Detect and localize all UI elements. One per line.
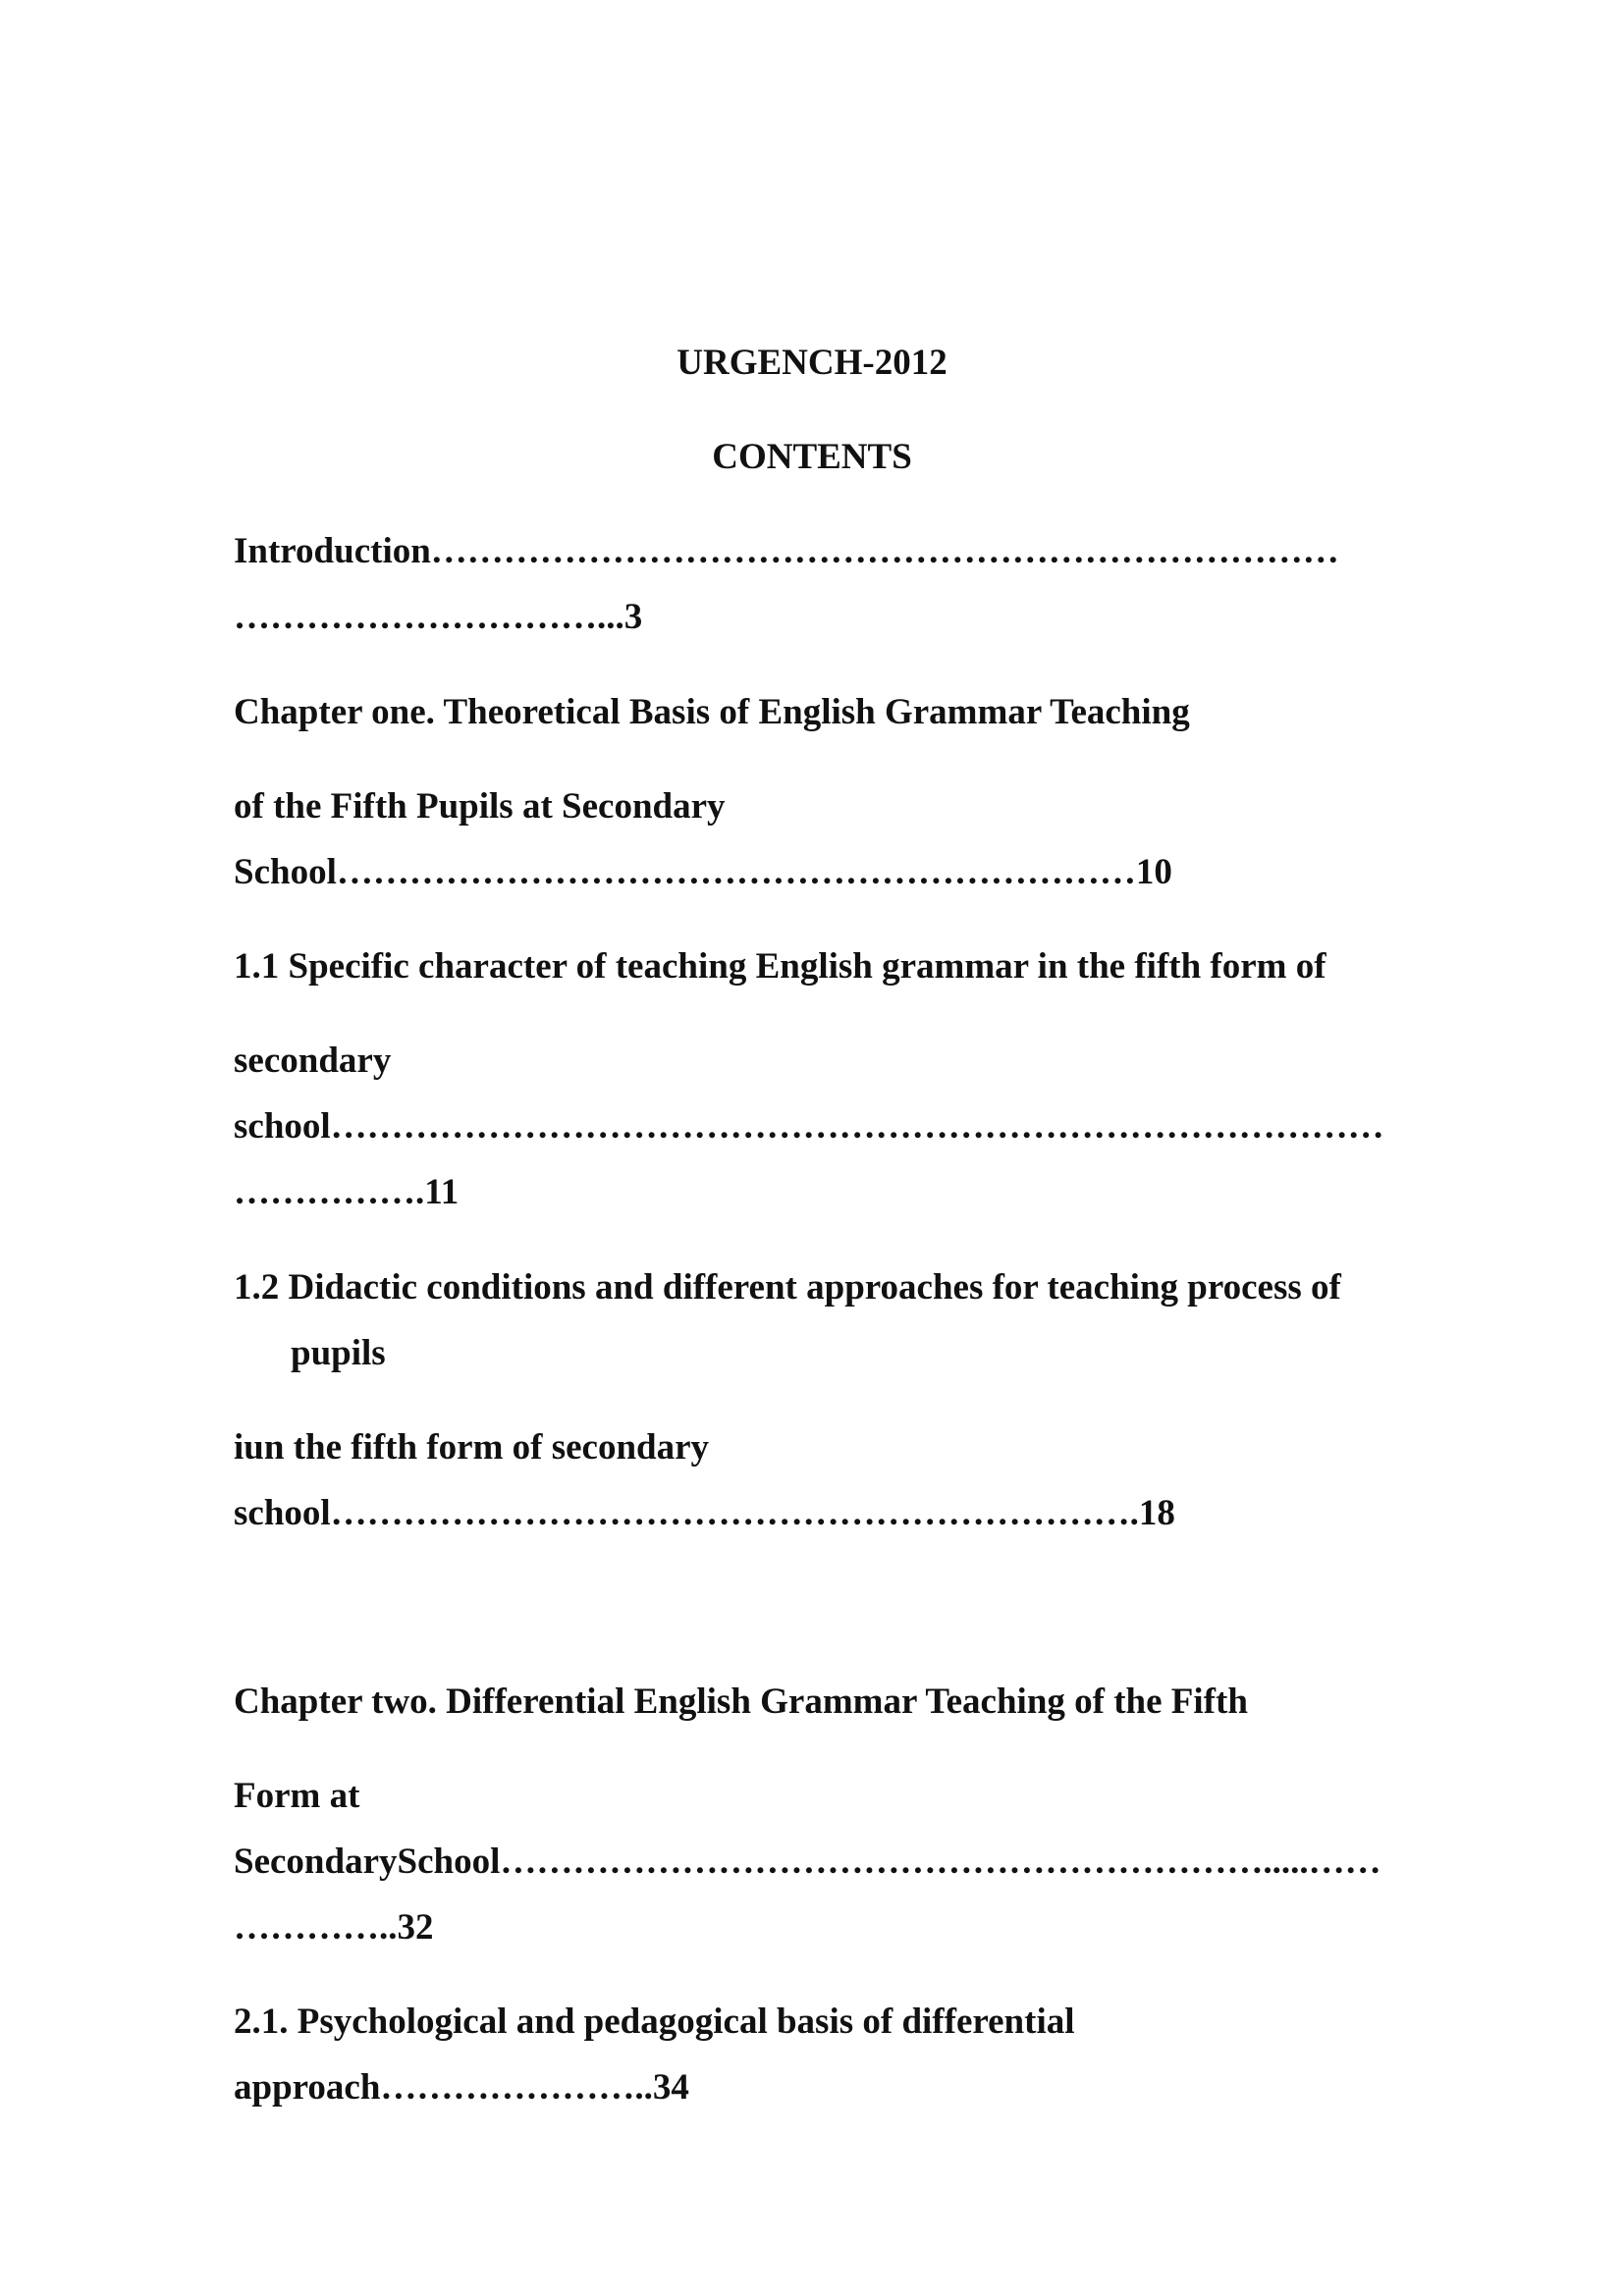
toc-line: school………………………………………………………….18 (234, 1493, 1175, 1533)
toc-line: Form at (234, 1776, 360, 1816)
toc-line: School…………………………………………………………10 (234, 852, 1172, 892)
toc-line: 1.2 Didactic conditions and different approaches for teaching process of (234, 1267, 1341, 1308)
toc-line: 1.1 Specific character of teaching English grammar in the fifth form of (234, 946, 1326, 987)
toc-line: Introduction………………………………………………………………… (234, 531, 1339, 571)
toc-line: …………..32 (234, 1907, 434, 1948)
place-year-heading: URGENCH-2012 (677, 343, 947, 383)
toc-line: …………………………...3 (234, 597, 643, 637)
toc-line: secondary (234, 1041, 392, 1081)
toc-line: …………….11 (234, 1172, 460, 1212)
toc-line: approach…………………..34 (234, 2067, 689, 2108)
toc-line: SecondarySchool……………………………………………………….....…… (234, 1842, 1381, 1882)
toc-line: pupils (291, 1333, 386, 1373)
contents-title: CONTENTS (712, 437, 912, 477)
toc-line: of the Fifth Pupils at Secondary (234, 786, 726, 827)
toc-line: school…………………………………………………………………………… (234, 1106, 1384, 1147)
toc-line: 2.1. Psychological and pedagogical basis of differential (234, 2002, 1075, 2042)
toc-line: Chapter two. Differential English Grammar Teaching of the Fifth (234, 1682, 1248, 1722)
toc-line: Chapter one. Theoretical Basis of English Grammar Teaching (234, 692, 1190, 732)
toc-line: iun the fifth form of secondary (234, 1427, 710, 1468)
